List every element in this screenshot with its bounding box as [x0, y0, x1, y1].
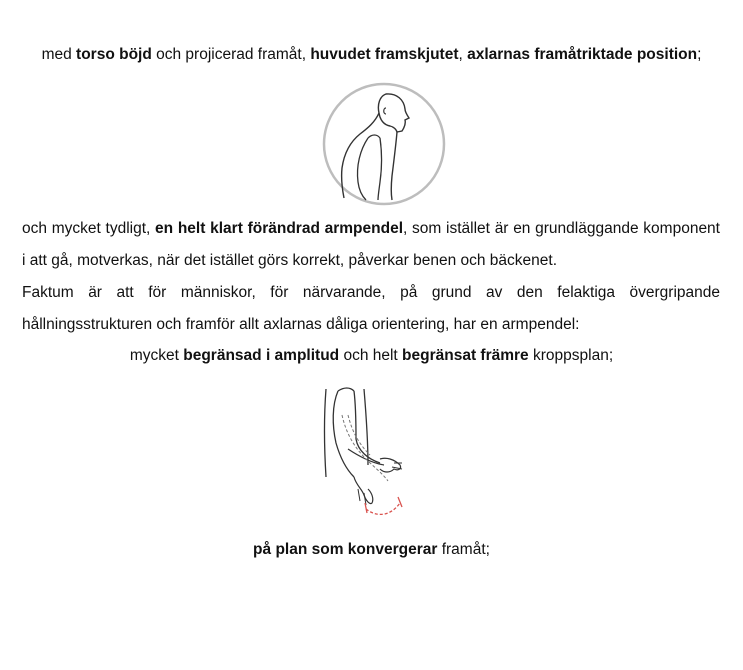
- amplitude-sentence: mycket begränsad i amplitud och helt begränsat främre kroppsplan;: [129, 347, 614, 364]
- plane-sentence: på plan som konvergerar framåt;: [253, 541, 490, 558]
- arm-swing-paragraph-line-1: och mycket tydligt, en helt klart förändrad armpendel, som istället är en grundläggande komponent: [22, 220, 720, 237]
- bent-posture-illustration: [320, 82, 448, 210]
- fact-paragraph-line-2: hållningsstrukturen och framför allt axlarnas dåliga orientering, har en armpendel:: [22, 316, 580, 333]
- arm-swing-paragraph-line-2: i att gå, motverkas, när det istället görs korrekt, påverkar benen och bäckenet.: [22, 252, 558, 269]
- posture-sentence: med torso böjd och projicerad framåt, huvudet framskjutet, axlarnas framåtriktade position;: [41, 46, 702, 63]
- fact-paragraph-line-1: Faktum är att för människor, för närvarande, på grund av den felaktiga övergripande: [22, 284, 720, 301]
- arm-swing-illustration: [318, 385, 418, 525]
